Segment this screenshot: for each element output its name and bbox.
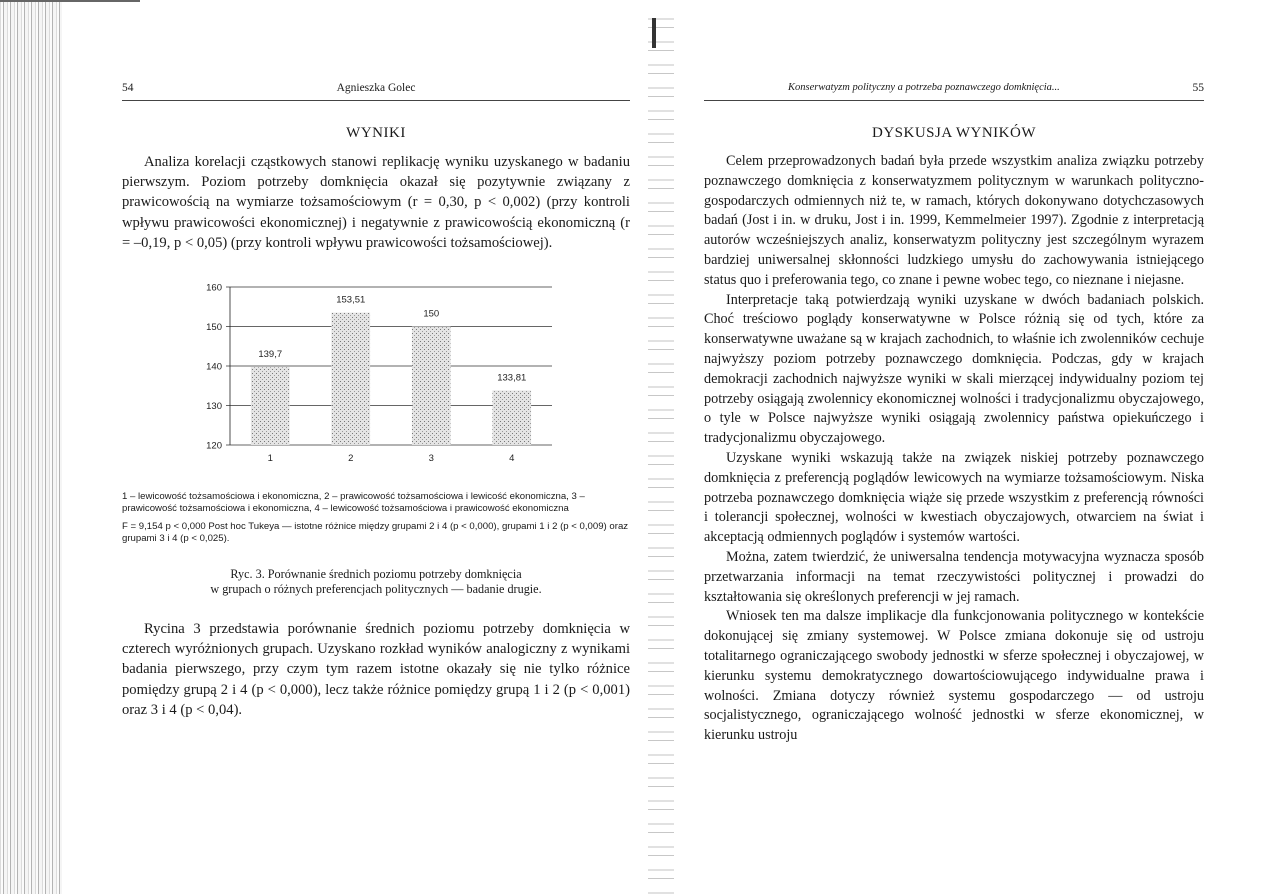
results-heading: WYNIKI <box>346 125 406 141</box>
bar-2 <box>331 313 370 445</box>
book-gutter <box>648 18 674 894</box>
chart-stats-text: F = 9,154 p < 0,000 Post hoc Tukeya — istotne różnice między grupami 2 i 4 (p < 0,000), grupami 1 i 2 (p < 0,009) oraz grupami 3 i 4 (p < 0,025). <box>122 521 629 545</box>
results-paragraph-2: Rycina 3 przedstawia porównanie średnich poziomu potrzeby domknięcia w czterech wyróżnionych grupach. Uzyskano rozkład wyników analogiczny z wynikami badania pierwszego, przy czym tym razem istotne okazały się nie tylko różnice pomiędzy grupą 2 i 4 (p < 0,000), lecz także różnice pomiędzy grupą 1 i 2 (p < 0,001) oraz 3 i 4 (p < 0,04). <box>122 621 630 718</box>
bar-chart <box>192 269 632 469</box>
discussion-paragraph-2: Interpretacje taką potwierdzają wyniki uzyskane w dwóch badaniach polskich. Choć treściowo poglądy konserwatywne w Polsce różnią się od tych, które za konserwatywne uważane są w krajach zachodnich, to właśnie ich zwolenników cechuje najwyższy poziom potrzeby poznawczego domknięcia. Podczas, gdy w krajach demokracji zachodnich najwyższe wyniki w skali mierzącej indywidualny poziom tej potrzeby osiągają zwolennicy ekonomicznej wolności i tradycjonalizmu obyczajowego, o tyle w Polsce najwyższe wyniki osiągają zwolennicy państwa opiekuńczego i tradycjonalizmu obyczajowego. <box>704 291 1204 447</box>
book-spine-shadow <box>0 0 62 894</box>
left-page <box>122 80 630 720</box>
x-tick-label-4: 4 <box>509 453 515 465</box>
y-tick-label-140: 140 <box>206 361 222 373</box>
y-tick-label-150: 150 <box>206 322 222 334</box>
bar-value-label-1: 139,7 <box>258 349 283 361</box>
left-page-number: 54 <box>122 82 134 94</box>
bar-1 <box>251 367 290 445</box>
x-tick-label-2: 2 <box>348 453 354 465</box>
bar-value-label-2: 153,51 <box>336 294 366 306</box>
discussion-paragraph-5: Wniosek ten ma dalsze implikacje dla funkcjonowania politycznego w kontekście dokonującej się zmiany systemowej. W Polsce zmiana dokonuje się od ustroju totalitarnego ograniczającego swobody jednostki w sferze społecznej i obyczajowej, w kierunku systemu demokratycznego dowartościowującego indywidualne prawa i wolności. Zmiana dotyczy również systemu gospodarczego — od ustroju socjalistycznego, ograniczającego wolność jednostki w sferze ekonomicznej, w kierunku ustroju <box>704 608 1204 744</box>
gutter-mark <box>652 18 656 48</box>
y-tick-label-120: 120 <box>206 440 222 452</box>
bar-value-label-3: 150 <box>423 308 440 320</box>
x-tick-label-1: 1 <box>267 453 273 465</box>
y-tick-label-160: 160 <box>206 282 222 294</box>
right-page-number: 55 <box>1192 82 1204 94</box>
left-running-head <box>122 80 630 101</box>
discussion-paragraph-3: Uzyskane wyniki wskazują także na związek niskiej potrzeby poznawczego domknięcia z preferencją poglądów lewicowych na wymiarze tożsamościowym. Niska potrzeba poznawczego domknięcia wiąże się przede wszystkim z preferencją równości i tolerancji społecznej, wolności w kwestiach obyczajowych, otwarciem na świat i akceptacją odmiennych poglądów i systemów wartości. <box>704 449 1204 546</box>
figure-caption <box>122 567 630 597</box>
right-running-head <box>704 80 1204 101</box>
figure-caption-line-2: w grupach o różnych preferencjach politycznych — badanie drugie. <box>210 582 542 597</box>
bar-chart-svg <box>192 269 632 469</box>
chart-legend-text: 1 – lewicowość tożsamościowa i ekonomiczna, 2 – prawicowość tożsamościowa i lewicość ekonomiczna, 3 – prawicowość tożsamościowa i ekonomiczna, 4 – lewicowość tożsamościowa i prawicowość ekonomiczna <box>122 491 585 515</box>
right-page <box>704 80 1204 746</box>
discussion-paragraph-1: Celem przeprowadzonych badań była przede wszystkim analiza związku potrzeby poznawczego domknięcia z konserwatyzmem politycznym w warunkach polityczno-gospodarczych odmiennych niż te, w ramach, których dokonywano dotychczasowych badań (Jost i in. w druku, Jost i in. 1999, Kemmelmeier 1997). Zgodnie z interpretacją autorów wcześniejszych analiz, konserwatyzm polityczny jest szczególnym wyrazem bardziej uniwersalnej skłonności ludzkiego umysłu do zachowywania istniejącego status quo i preferowania tego, co znane i pewne wobec tego, co nieznane i niejasne. <box>704 153 1204 288</box>
results-paragraph-1: Analiza korelacji cząstkowych stanowi replikację wyniku uzyskanego w badaniu pierwszym. Poziom potrzeby domknięcia okazał się pozytywnie związany z prawicowością na wymiarze tożsamościowym (r = 0,30, p < 0,002) (przy kontroli wpływu prawicowości ekonomicznej) i negatywnie z prawicowością ekonomiczną (r = –0,19, p < 0,05) (przy kontroli wpływu prawicowości tożsamościowej). <box>122 154 630 251</box>
bar-3 <box>412 327 451 446</box>
y-tick-label-130: 130 <box>206 401 222 413</box>
right-running-title: Konserwatyzm polityczny a potrzeba poznawczego domknięcia... <box>788 82 1060 93</box>
bar-value-label-4: 133,81 <box>497 372 527 384</box>
x-tick-label-3: 3 <box>428 453 434 465</box>
figure-caption-line-1: Ryc. 3. Porównanie średnich poziomu potrzeby domknięcia <box>230 567 522 582</box>
discussion-heading: DYSKUSJA WYNIKÓW <box>872 125 1036 141</box>
left-running-title: Agnieszka Golec <box>336 82 416 94</box>
discussion-paragraph-4: Można, zatem twierdzić, że uniwersalna tendencja motywacyjna wyznacza sposób przetwarzania informacji na temat rzeczywistości politycznej i prowadzi do kształtowania się określonych preferencji w jej ramach. <box>704 548 1204 605</box>
bar-4 <box>492 390 531 445</box>
